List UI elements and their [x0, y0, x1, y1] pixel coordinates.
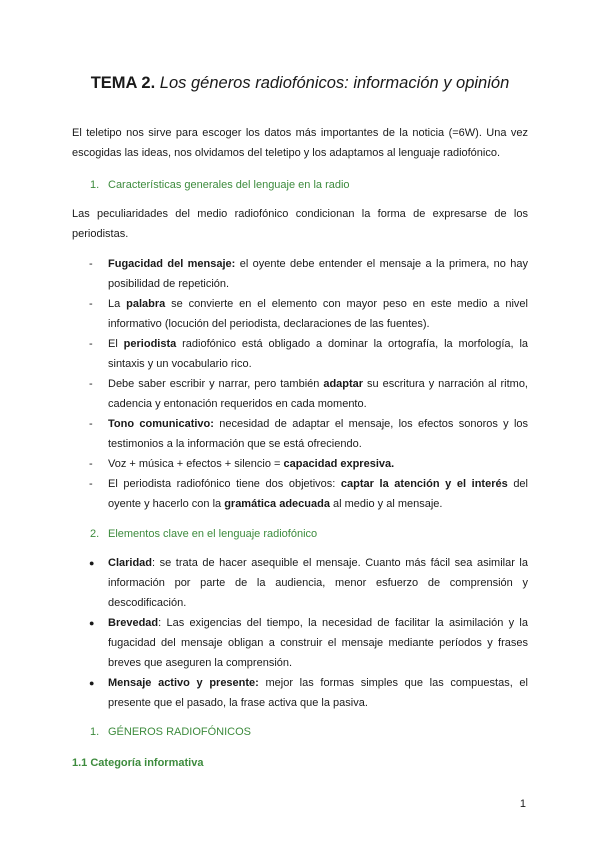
section-2-list [72, 553, 528, 713]
list-item: ● Mensaje activo y presente: mejor las formas simples que las compuestas, el presente que el pasado, la frase activa que la pasiva. [72, 673, 528, 713]
dash-marker: - [89, 298, 93, 310]
section-2-heading [90, 526, 317, 542]
subsection-heading: 1.1 Categoría informativa [72, 757, 204, 769]
section-1-number: 1. [90, 179, 100, 191]
dash-marker: - [89, 458, 93, 470]
bullet-marker: ● [89, 618, 95, 628]
list-item: - El periodista radiofónico está obligado a dominar la ortografía, la morfología, la sintaxis y un vocabulario rico. [72, 334, 528, 374]
list-item: - Tono comunicativo: necesidad de adaptar el mensaje, los efectos sonoros y los testimonios a la información que se está ofreciendo. [72, 414, 528, 454]
section-3-title: GÉNEROS RADIOFÓNICOS [108, 726, 252, 738]
list-item: - Voz + música + efectos + silencio = capacidad expresiva. [72, 454, 528, 474]
bullet-marker: ● [89, 678, 95, 688]
section-1-heading [90, 177, 350, 193]
page-title [0, 72, 600, 94]
intro-paragraph: El teletipo nos sirve para escoger los datos más importantes de la noticia (=6W). Una vez escogidas las ideas, nos olvidamos del teletipo y los adaptamos al lenguaje radiofónico. [72, 127, 528, 159]
title-bold: TEMA 2. [90, 74, 156, 92]
dash-marker: - [89, 418, 93, 430]
list-item: ● Claridad: se trata de hacer asequible el mensaje. Cuanto más fácil sea asimilar la información por parte de la audiencia, menor esfuerzo de comprensión y descodificación. [72, 553, 528, 613]
section-1-title: Características generales del lenguaje en la radio [108, 179, 350, 191]
bullet-marker: ● [89, 558, 95, 568]
section-1-list [72, 254, 528, 514]
dash-marker: - [89, 378, 93, 390]
dash-marker: - [89, 478, 93, 490]
list-item: - El periodista radiofónico tiene dos objetivos: captar la atención y el interés del oyente y hacerlo con la gramática adecuada al medio y al mensaje. [72, 474, 528, 514]
dash-marker: - [89, 338, 93, 350]
list-item: - La palabra se convierte en el elemento con mayor peso en este medio a nivel informativo (locución del periodista, declaraciones de las fuentes). [72, 294, 528, 334]
page-number: 1 [519, 798, 526, 810]
section-3-number: 1. [90, 726, 100, 738]
dash-marker: - [89, 258, 93, 270]
section-2-number: 2. [90, 528, 100, 540]
list-item: - Fugacidad del mensaje: el oyente debe entender el mensaje a la primera, no hay posibilidad de repetición. [72, 254, 528, 294]
title-italic: Los géneros radiofónicos: información y opinión [159, 74, 510, 92]
list-item: ● Brevedad: Las exigencias del tiempo, la necesidad de facilitar la asimilación y la fugacidad del mensaje obligan a construir el mensaje mediante períodos y frases breves que aseguren la comprensión. [72, 613, 528, 673]
list-item: - Debe saber escribir y narrar, pero también adaptar su escritura y narración al ritmo, cadencia y entonación requeridos en cada momento. [72, 374, 528, 414]
section-3-heading [90, 724, 251, 740]
section-2-title: Elementos clave en el lenguaje radiofónico [108, 528, 318, 540]
section-1-intro: Las peculiaridades del medio radiofónico condicionan la forma de expresarse de los periodistas. [72, 208, 528, 240]
